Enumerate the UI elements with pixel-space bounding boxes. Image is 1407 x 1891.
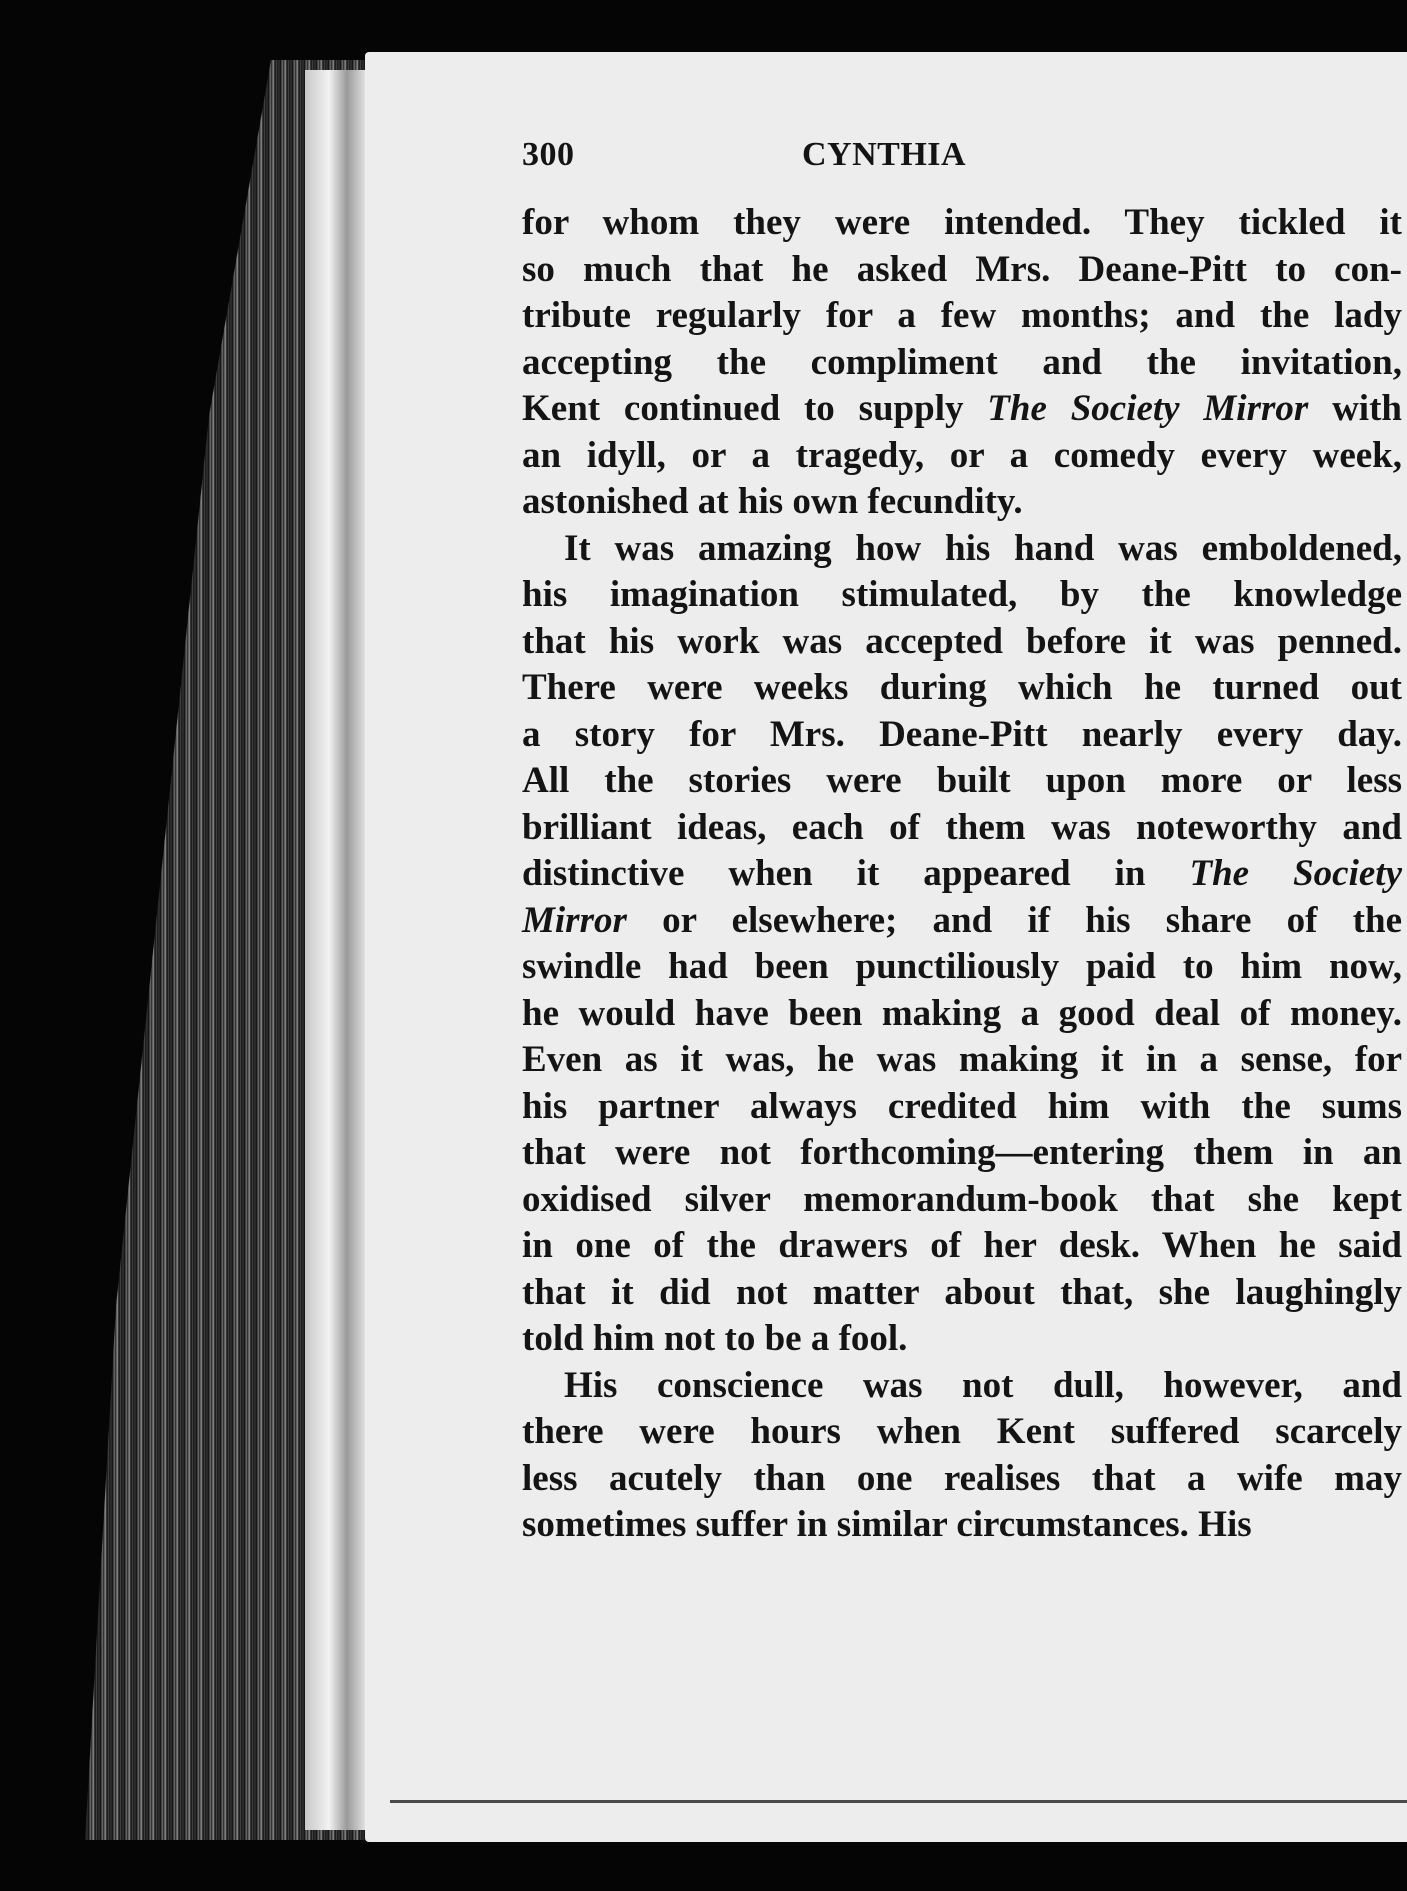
text-segment: tribute regularly for a few months; and the lady: [522, 295, 1402, 336]
text-line: [522, 805, 1402, 852]
body-text: [522, 200, 1402, 1549]
text-segment: astonished at his own fecundity.: [522, 481, 1023, 522]
running-title: CYNTHIA: [802, 136, 967, 173]
text-segment: distinctive when it appeared in: [522, 853, 1190, 894]
text-segment: There were weeks during which he turned out: [522, 667, 1402, 708]
text-segment: accepting the compliment and the invitation,: [522, 341, 1402, 383]
text-line: [522, 944, 1402, 991]
text-line: [522, 1270, 1402, 1317]
page-gutter: [305, 70, 365, 1830]
italic-title: Mirror: [522, 899, 627, 941]
text-segment: for whom they were intended. They tickled it: [522, 202, 1402, 243]
text-line: [522, 1223, 1402, 1270]
text-line: [522, 433, 1402, 480]
text-segment: Kent continued to supply: [522, 388, 988, 429]
text-segment: told him not to be a fool.: [522, 1318, 908, 1359]
text-line: [522, 1456, 1402, 1503]
text-segment: All the stories were built upon more or less: [522, 760, 1402, 801]
text-segment: in one of the drawers of her desk. When he said: [522, 1225, 1402, 1266]
page-number: 300: [522, 136, 575, 173]
text-line: [522, 1363, 1402, 1410]
text-segment: It was amazing how his hand was emboldened,: [564, 527, 1402, 569]
text-line: [522, 1084, 1402, 1131]
text-segment: an idyll, or a tragedy, or a comedy every week,: [522, 434, 1402, 476]
text-segment: that were not forthcoming—entering them in an: [522, 1132, 1402, 1173]
text-line: [522, 712, 1402, 759]
text-line: [522, 200, 1402, 247]
text-line: [522, 1037, 1402, 1084]
text-line: [522, 758, 1402, 805]
text-line: [522, 1316, 1402, 1363]
text-segment: Even as it was, he was making it in a sense, for: [522, 1039, 1402, 1080]
text-segment: his imagination stimulated, by the knowledge: [522, 574, 1402, 615]
text-segment: His conscience was not dull, however, and: [564, 1364, 1402, 1406]
text-line: [522, 340, 1402, 387]
text-line: [522, 665, 1402, 712]
text-line: [522, 526, 1402, 573]
text-segment: oxidised silver memorandum-book that she kept: [522, 1178, 1402, 1220]
text-line: [522, 1409, 1402, 1456]
text-line: [522, 1130, 1402, 1177]
text-segment: so much that he asked Mrs. Deane-Pitt to con-: [522, 248, 1402, 290]
text-line: [522, 247, 1402, 294]
text-line: [522, 386, 1402, 433]
page-bottom-edge: [390, 1800, 1407, 1803]
text-line: [522, 851, 1402, 898]
text-line: [522, 991, 1402, 1038]
text-segment: that his work was accepted before it was penned.: [522, 620, 1402, 662]
text-segment: brilliant ideas, each of them was noteworthy and: [522, 806, 1402, 848]
running-head: [522, 136, 1402, 176]
text-line: [522, 572, 1402, 619]
text-segment: sometimes suffer in similar circumstances. His: [522, 1504, 1252, 1545]
text-line: [522, 619, 1402, 666]
text-segment: that it did not matter about that, she laughingly: [522, 1271, 1402, 1313]
text-line: [522, 1502, 1402, 1549]
italic-title: The Society Mirror: [987, 388, 1309, 429]
text-line: [522, 479, 1402, 526]
text-segment: there were hours when Kent suffered scarcely: [522, 1411, 1402, 1452]
text-line: [522, 1177, 1402, 1224]
text-segment: or elsewhere; and if his share of the: [626, 899, 1402, 941]
text-segment: less acutely than one realises that a wife may: [522, 1457, 1402, 1499]
text-segment: swindle had been punctiliously paid to him now,: [522, 946, 1402, 987]
text-line: [522, 293, 1402, 340]
italic-title: The Society: [1189, 853, 1402, 894]
text-segment: he would have been making a good deal of money.: [522, 992, 1402, 1034]
text-line: [522, 898, 1402, 945]
text-segment: a story for Mrs. Deane-Pitt nearly every day.: [522, 713, 1402, 755]
text-segment: his partner always credited him with the sums: [522, 1085, 1402, 1127]
text-segment: with: [1308, 388, 1402, 429]
